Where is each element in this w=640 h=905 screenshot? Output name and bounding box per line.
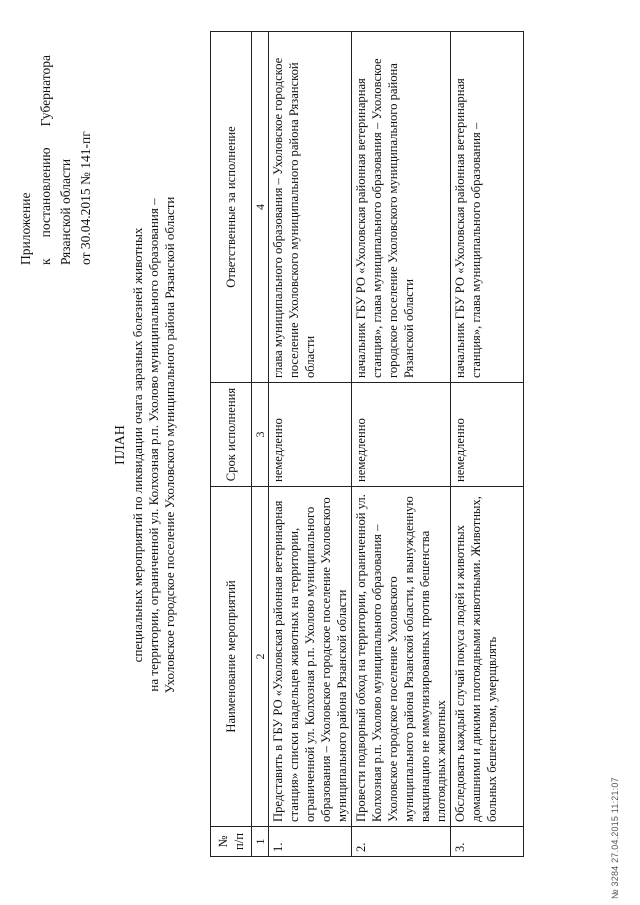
appendix-word: к	[38, 258, 53, 265]
appendix-word: Губернатора	[38, 55, 53, 127]
appendix-word: постановлению	[38, 147, 53, 238]
appendix-line-1: Приложение	[18, 192, 33, 265]
column-number-row	[252, 32, 269, 857]
header-term: Срок исполнения	[211, 383, 252, 487]
table-row	[451, 32, 524, 857]
row-term: немедленно	[451, 383, 524, 487]
header-no: № п/п	[211, 827, 252, 857]
plan-subtitle-line: на территории, ограниченной ул. Колхозная р.п. Ухолово муниципального образования –	[146, 198, 161, 692]
row-responsible: начальник ГБУ РО «Ухоловская районная ветеринарная станция», глава муниципального образования –	[451, 32, 524, 383]
row-activity: Провести подворный обход на территории, ограниченной ул. Колхозная р.п. Ухолово муниципального образования – Ухоловское городское поселение Ухоловского муниципального района Рязанской области, и вынужденную вакцинацию не иммунизированных против бешенства плотоядных животных	[352, 487, 451, 827]
row-activity: Представить в ГБУ РО «Ухоловская районная ветеринарная станция» списки владельцев животных на территории, ограниченной ул. Колхозная р.п. Ухолово муниципального образования – Ухоловское городское поселение Ухоловского муниципального района Рязанской области	[269, 487, 352, 827]
plan-title	[113, 125, 178, 765]
column-number: 2	[252, 487, 269, 827]
row-responsible: глава муниципального образования – Ухоловское городское поселение Ухоловского муниципального района Рязанской области	[269, 32, 352, 383]
table-row	[352, 32, 451, 857]
plan-subtitle-line: Ухоловское городское поселение Ухоловского муниципального района Рязанской области	[162, 196, 177, 694]
table-header-row	[211, 32, 252, 857]
table-row	[269, 32, 352, 857]
row-activity: Обследовать каждый случай покуса людей и животных домашними и дикими плотоядными животными. Животных, больных бешенством, умерщвлять	[451, 487, 524, 827]
appendix-header	[16, 55, 96, 265]
appendix-line-3: Рязанской области	[58, 158, 73, 265]
row-term: немедленно	[352, 383, 451, 487]
header-name: Наименование мероприятий	[211, 487, 252, 827]
column-number: 3	[252, 383, 269, 487]
row-number: 3.	[451, 827, 524, 857]
plan-heading: ПЛАН	[113, 425, 128, 465]
row-term: немедленно	[269, 383, 352, 487]
plan-subtitle-line: специальных мероприятий по ликвидации очага заразных болезней животных	[130, 227, 145, 663]
column-number: 1	[252, 827, 269, 857]
row-number: 2.	[352, 827, 451, 857]
plan-table	[210, 31, 524, 857]
row-responsible: начальник ГБУ РО «Ухоловская районная ветеринарная станция», глава муниципального образования – Ухоловское городское поселение Ухоловского муниципального района Рязанской области	[352, 32, 451, 383]
header-resp: Ответственные за исполнение	[211, 32, 252, 383]
column-number: 4	[252, 32, 269, 383]
registration-stamp: № 3284 27.04.2015 11:21:07	[610, 777, 620, 899]
appendix-line-2	[36, 55, 56, 265]
row-number: 1.	[269, 827, 352, 857]
appendix-line-4: от 30.04.2015 № 141-пг	[78, 131, 93, 265]
